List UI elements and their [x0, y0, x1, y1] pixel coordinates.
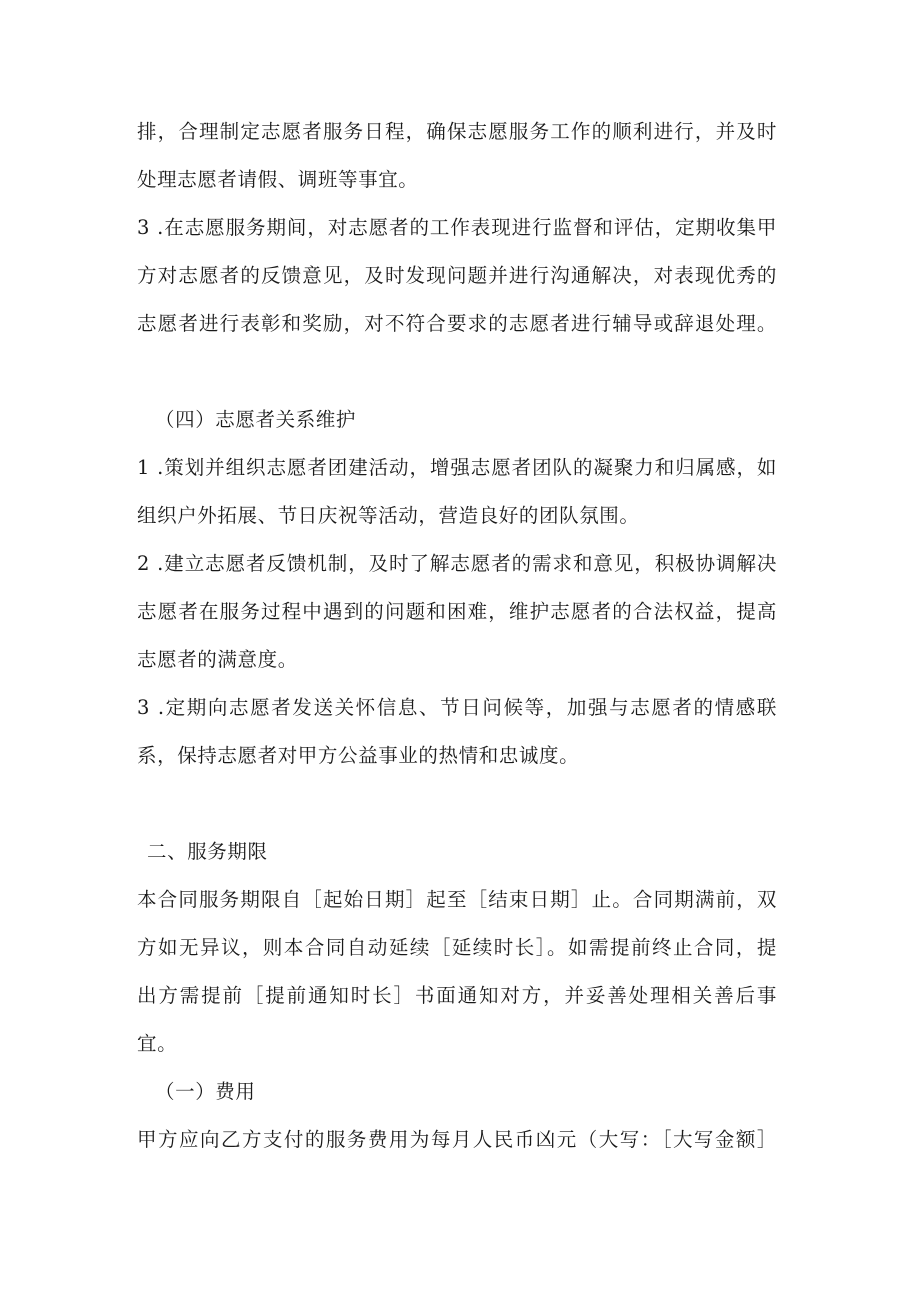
list-item-line: 1 .策划并组织志愿者团建活动，增强志愿者团队的凝聚力和归属感，如 [137, 456, 777, 479]
paragraph-line: 甲方应向乙方支付的服务费用为每月人民币凶元（大写：［大写金额］ [137, 1128, 777, 1151]
subsection-heading: （一）费用 [155, 1080, 256, 1103]
paragraph-line: 方对志愿者的反馈意见，及时发现问题并进行沟通解决，对表现优秀的 [137, 264, 777, 287]
paragraph-line: 处理志愿者请假、调班等事宜。 [137, 168, 419, 191]
paragraph-line: 志愿者的满意度。 [137, 648, 298, 671]
paragraph-line: 系，保持志愿者对甲方公益事业的热情和忠诚度。 [137, 744, 580, 767]
section-heading: 二、服务期限 [147, 840, 268, 863]
list-item-line: 3 .定期向志愿者发送关怀信息、节日问候等，加强与志愿者的情感联 [137, 696, 777, 719]
paragraph-line: 方如无异议，则本合同自动延续［延续时长］。如需提前终止合同，提 [137, 936, 777, 959]
paragraph-line: 组织户外拓展、节日庆祝等活动，营造良好的团队氛围。 [137, 504, 640, 527]
paragraph-line: 本合同服务期限自［起始日期］起至［结束日期］止。合同期满前，双 [137, 888, 777, 911]
list-item-line: 3 .在志愿服务期间，对志愿者的工作表现进行监督和评估，定期收集甲 [137, 216, 777, 239]
list-item-line: 2 .建立志愿者反馈机制，及时了解志愿者的需求和意见，积极协调解决 [137, 552, 777, 575]
subsection-heading: （四）志愿者关系维护 [155, 408, 357, 431]
paragraph-line: 出方需提前［提前通知时长］书面通知对方，并妥善处理相关善后事 [137, 984, 777, 1007]
paragraph-line: 宜。 [137, 1032, 178, 1055]
paragraph-line: 排，合理制定志愿者服务日程，确保志愿服务工作的顺利进行，并及时 [137, 120, 777, 143]
paragraph-line: 志愿者在服务过程中遇到的问题和困难，维护志愿者的合法权益，提高 [137, 600, 777, 623]
paragraph-line: 志愿者进行表彰和奖励，对不符合要求的志愿者进行辅导或辞退处理。 [137, 312, 777, 335]
